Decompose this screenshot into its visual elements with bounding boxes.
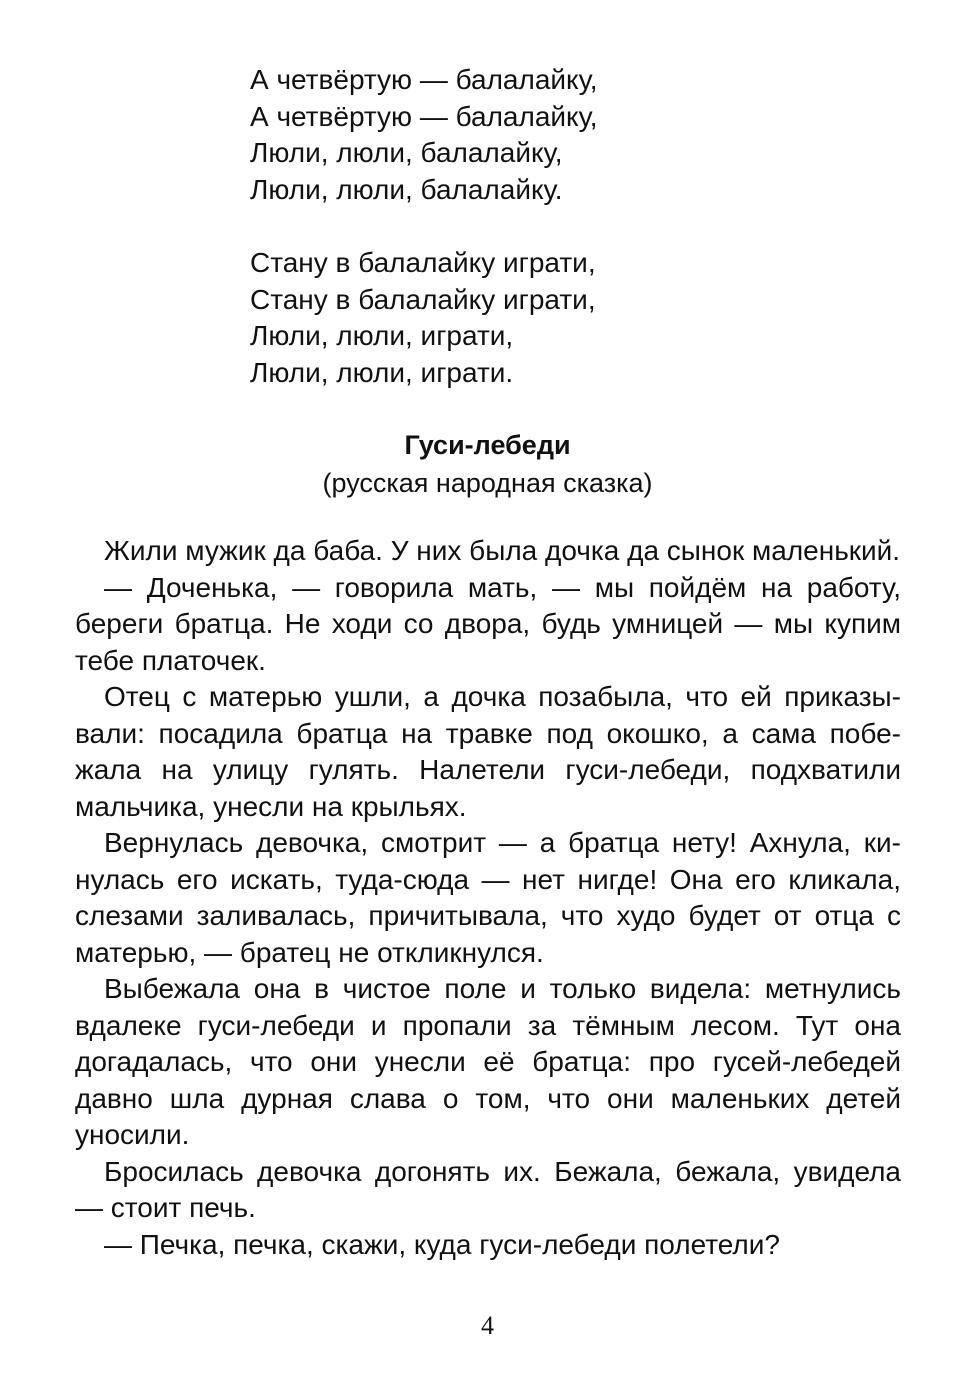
page-number: 4 bbox=[481, 1311, 494, 1340]
story-subtitle: (русская народная сказка) bbox=[322, 468, 653, 498]
story-paragraph: Бросилась девочка догонять их. Бежала, бежала, увидела — стоит печь. bbox=[75, 1155, 901, 1223]
story-paragraph: Отец с матерью ушли, а дочка позабыла, что ей приказывали: посадила братца на травке под окошко, а сама побежала на улицу гулять. Налетели гуси-лебеди, подхватили мальчика, унесли на крыльях. bbox=[75, 681, 901, 822]
story-paragraph: Выбежала она в чистое поле и только видела: метнулись вдалеке гуси-лебеди и пропали за тёмным лесом. Тут она догадалась, что они унесли её братца: про гусей-лебедей давно шла дурная слава о том, что они маленьких детей уносили. bbox=[75, 973, 901, 1150]
verse-line: А четвёртую — балалайку, bbox=[250, 100, 598, 132]
verse-line: Люли, люли, балалайку, bbox=[250, 137, 563, 168]
verse-line: Стану в балалайку играти, bbox=[250, 283, 596, 315]
poem bbox=[250, 62, 890, 391]
story-paragraph: Жили мужик да баба. У них была дочка да сынок маленький. bbox=[104, 535, 901, 566]
story-paragraph: — Печка, печка, скажи, куда гуси-лебеди полетели? bbox=[104, 1228, 780, 1260]
story-title: Гуси-лебеди bbox=[404, 430, 571, 460]
verse-line: А четвёртую — балалайку, bbox=[250, 64, 598, 95]
poem-stanza-1 bbox=[250, 62, 890, 208]
verse-line: Люли, люли, балалайку. bbox=[250, 173, 563, 205]
story-paragraph: Вернулась девочка, смотрит — а братца нету! Ахнула, кинулась его искать, туда-сюда — нет нигде! Она его кликала, слезами заливалась, причитывала, что худо будет от отца с матерью, — братец не откликнулся. bbox=[75, 827, 901, 968]
story-body bbox=[75, 533, 901, 1263]
poem-stanza-2 bbox=[250, 245, 890, 391]
story-paragraph: — Доченька, — говорила мать, — мы пойдём на работу, береги братца. Не ходи со двора, будь умницей — мы купим тебе платочек. bbox=[75, 571, 901, 676]
verse-line: Стану в балалайку играти, bbox=[250, 247, 596, 278]
verse-line: Люли, люли, играти. bbox=[250, 356, 514, 388]
verse-line: Люли, люли, играти, bbox=[250, 320, 514, 351]
